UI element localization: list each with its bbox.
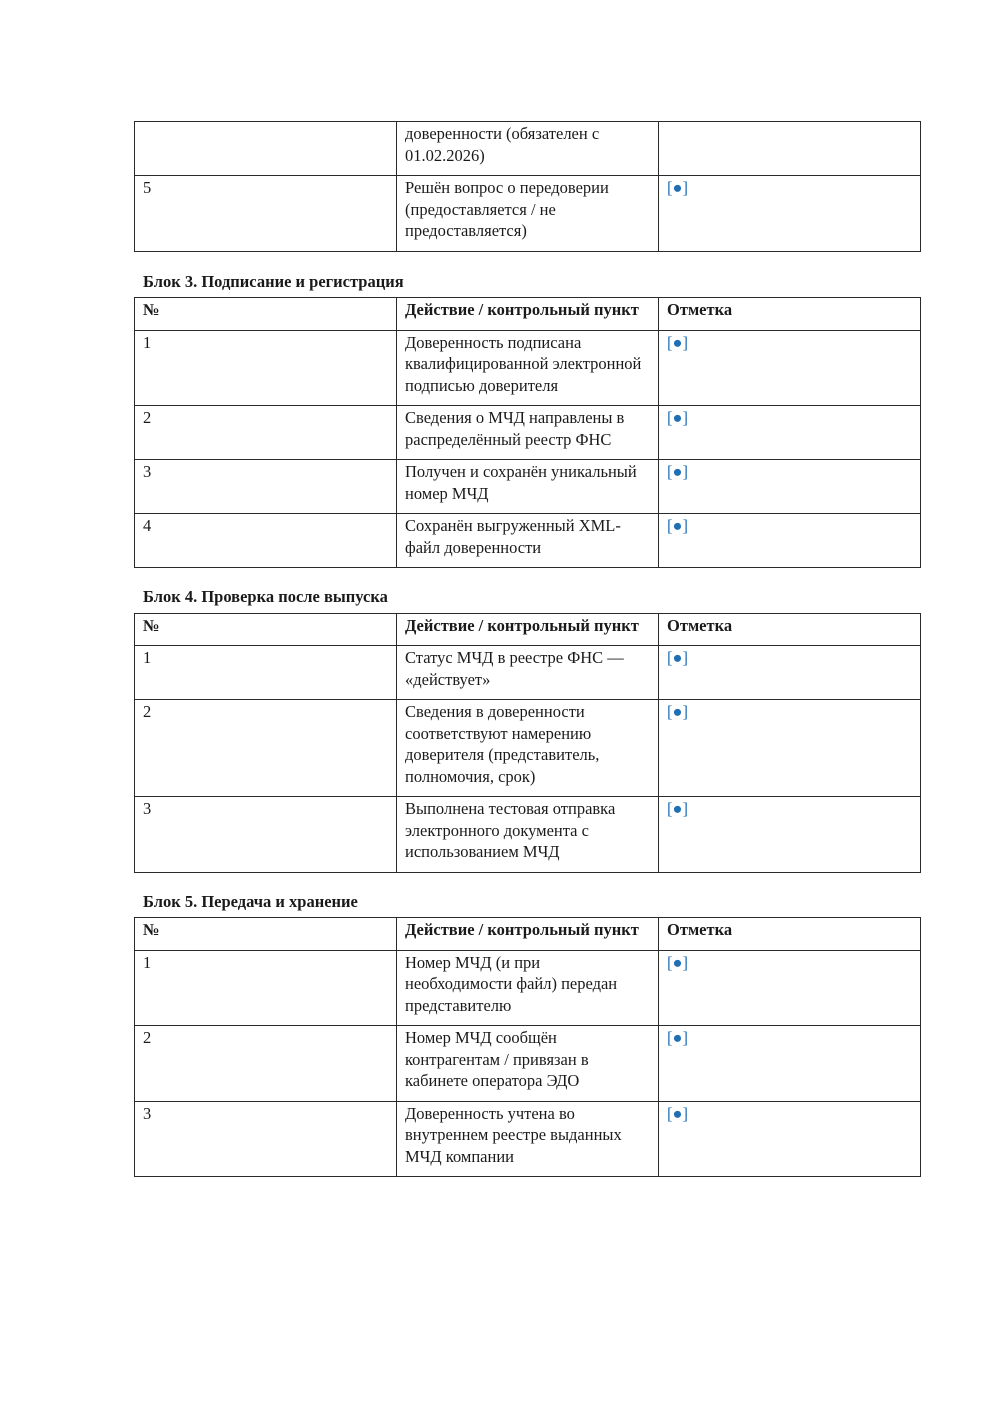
row-number: 3 — [135, 460, 397, 514]
row-number: 1 — [135, 330, 397, 406]
block3-table — [134, 297, 921, 568]
row-action: доверенности (обязателен с 01.02.2026) — [397, 122, 659, 176]
row-number: 3 — [135, 1101, 397, 1177]
table-row — [135, 122, 921, 176]
table-row — [135, 406, 921, 460]
row-number: 3 — [135, 797, 397, 873]
row-mark: [●] — [659, 700, 921, 797]
header-number: № — [135, 613, 397, 646]
table-row — [135, 514, 921, 568]
table-row — [135, 176, 921, 252]
row-action: Сведения в доверенности соответствуют намерению доверителя (представитель, полномочия, срок) — [397, 700, 659, 797]
row-number: 5 — [135, 176, 397, 252]
row-action: Доверенность подписана квалифицированной электронной подписью доверителя — [397, 330, 659, 406]
header-action: Действие / контрольный пункт — [397, 613, 659, 646]
row-number: 2 — [135, 406, 397, 460]
row-mark: [●] — [659, 460, 921, 514]
row-number: 1 — [135, 646, 397, 700]
row-mark: [●] — [659, 950, 921, 1026]
table-header-row — [135, 918, 921, 951]
header-number: № — [135, 918, 397, 951]
row-number: 2 — [135, 1026, 397, 1102]
row-number: 4 — [135, 514, 397, 568]
row-mark: [●] — [659, 1101, 921, 1177]
block4-title: Блок 4. Проверка после выпуска — [143, 587, 388, 606]
block5-table — [134, 917, 921, 1177]
header-number: № — [135, 298, 397, 331]
table-header-row — [135, 613, 921, 646]
row-mark: [●] — [659, 330, 921, 406]
row-mark — [659, 122, 921, 176]
table-row — [135, 700, 921, 797]
row-mark: [●] — [659, 797, 921, 873]
table-row — [135, 460, 921, 514]
header-action: Действие / контрольный пункт — [397, 298, 659, 331]
table-row — [135, 1026, 921, 1102]
table-row — [135, 950, 921, 1026]
table-row — [135, 797, 921, 873]
header-mark: Отметка — [659, 613, 921, 646]
row-action: Доверенность учтена во внутреннем реестре выданных МЧД компании — [397, 1101, 659, 1177]
document-page — [134, 121, 920, 1177]
row-mark: [●] — [659, 406, 921, 460]
row-number: 2 — [135, 700, 397, 797]
row-number: 1 — [135, 950, 397, 1026]
row-action: Выполнена тестовая отправка электронного документа с использованием МЧД — [397, 797, 659, 873]
row-action: Номер МЧД (и при необходимости файл) передан представителю — [397, 950, 659, 1026]
table-row — [135, 646, 921, 700]
block3-title: Блок 3. Подписание и регистрация — [143, 271, 404, 291]
row-action: Номер МЧД сообщён контрагентам / привязан в кабинете оператора ЭДО — [397, 1026, 659, 1102]
block2-continuation-table — [134, 121, 921, 252]
row-mark: [●] — [659, 514, 921, 568]
block5-title: Блок 5. Передача и хранение — [143, 891, 358, 911]
row-action: Сохранён выгруженный XML-файл доверенности — [397, 514, 659, 568]
block4-table — [134, 613, 921, 873]
row-action: Статус МЧД в реестре ФНС — «действует» — [397, 646, 659, 700]
row-action: Сведения о МЧД направлены в распределённый реестр ФНС — [397, 406, 659, 460]
row-number — [135, 122, 397, 176]
header-action: Действие / контрольный пункт — [397, 918, 659, 951]
row-mark: [●] — [659, 1026, 921, 1102]
row-mark: [●] — [659, 176, 921, 252]
header-mark: Отметка — [659, 298, 921, 331]
row-action: Получен и сохранён уникальный номер МЧД — [397, 460, 659, 514]
row-action: Решён вопрос о передоверии (предоставляется / не предоставляется) — [397, 176, 659, 252]
header-mark: Отметка — [659, 918, 921, 951]
table-row — [135, 330, 921, 406]
table-header-row — [135, 298, 921, 331]
table-row — [135, 1101, 921, 1177]
row-mark: [●] — [659, 646, 921, 700]
